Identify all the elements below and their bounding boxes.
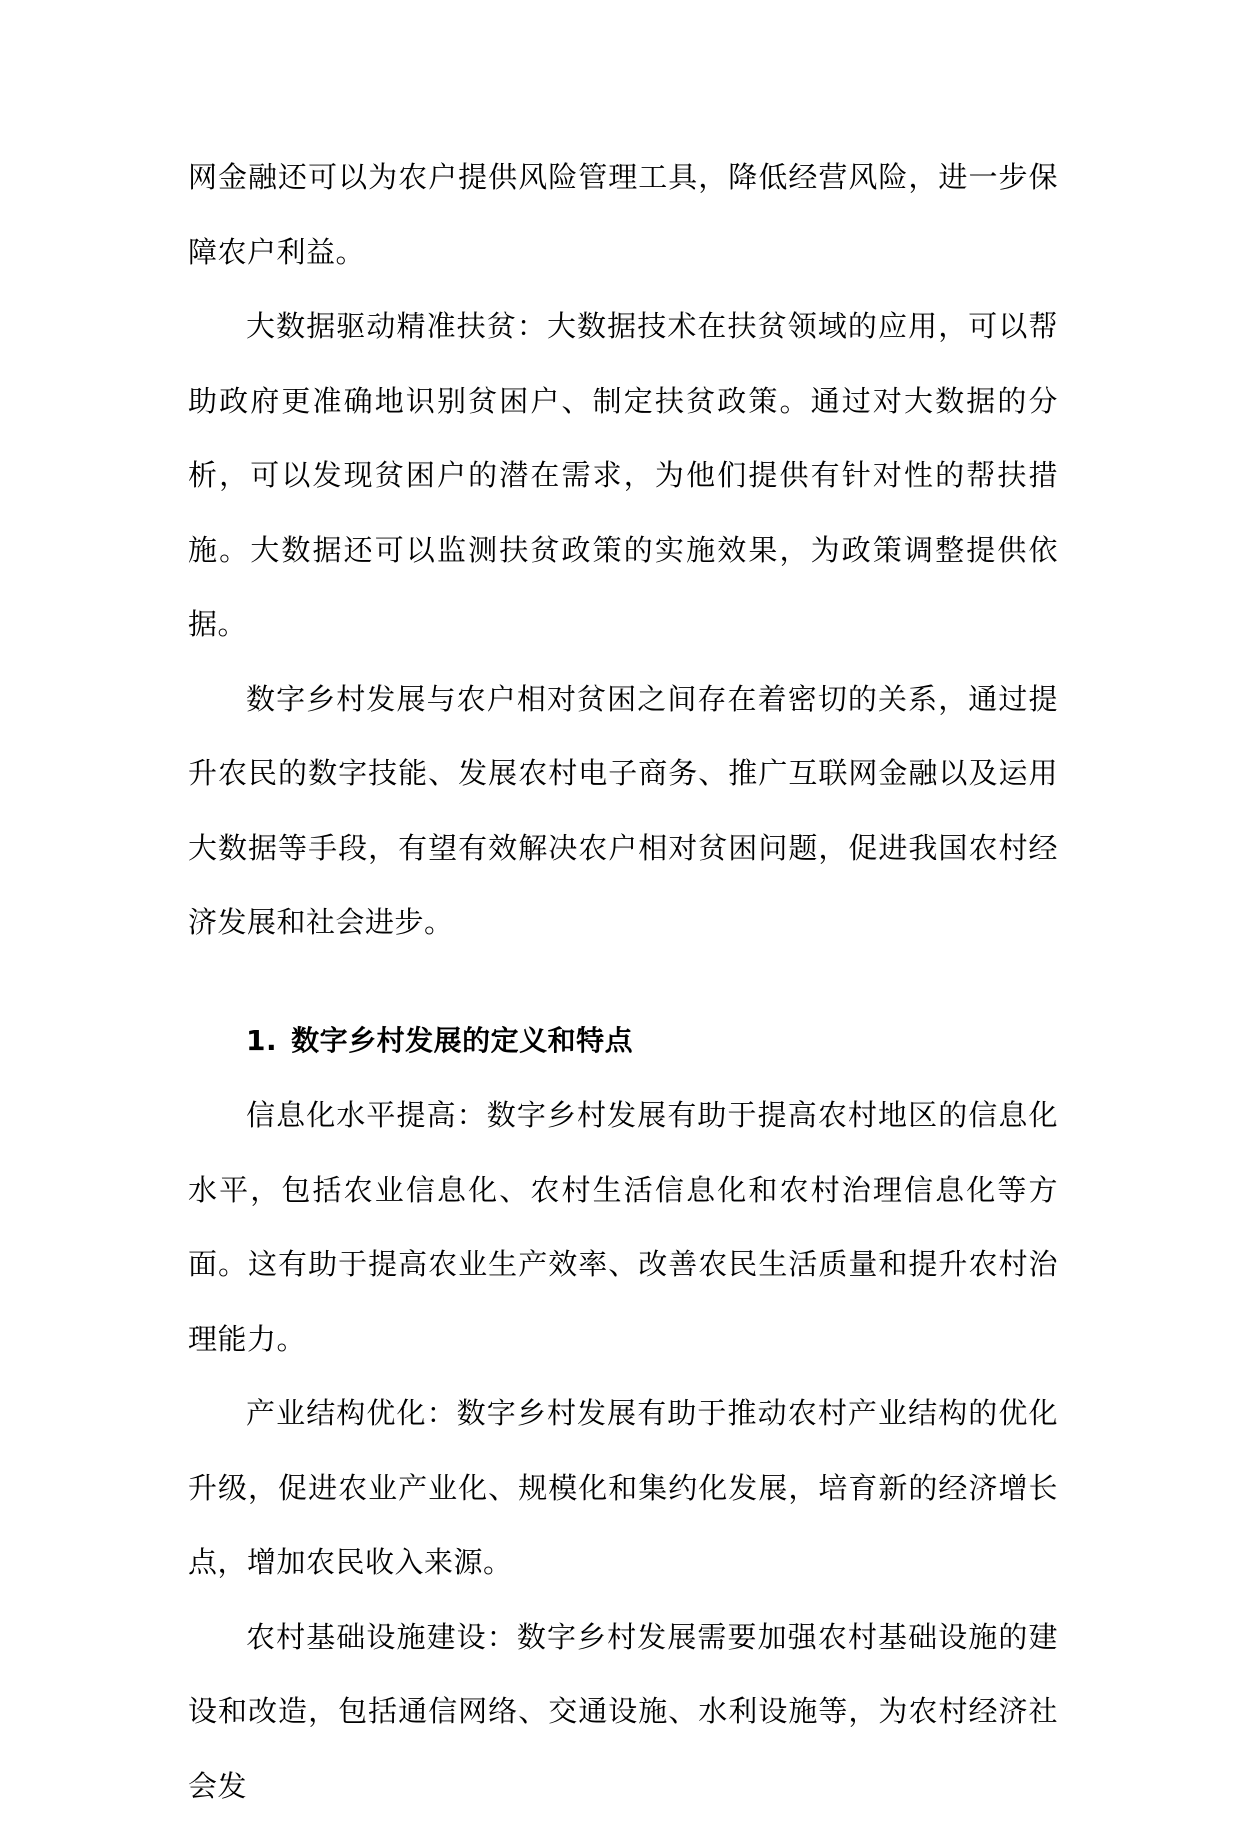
paragraph-continuation: 网金融还可以为农户提供风险管理工具，降低经营风险，进一步保障农户利益。 — [188, 140, 1058, 289]
paragraph-big-data-poverty: 大数据驱动精准扶贫：大数据技术在扶贫领域的应用，可以帮助政府更准确地识别贫困户、制定扶贫政策。通过对大数据的分析，可以发现贫困户的潜在需求，为他们提供有针对性的帮扶措施。大数据还可以监测扶贫政策的实施效果，为政策调整提供依据。 — [188, 289, 1058, 662]
paragraph-infrastructure: 农村基础设施建设：数字乡村发展需要加强农村基础设施的建设和改造，包括通信网络、交通设施、水利设施等，为农村经济社会发 — [188, 1600, 1058, 1823]
paragraph-informatization: 信息化水平提高：数字乡村发展有助于提高农村地区的信息化水平，包括农业信息化、农村生活信息化和农村治理信息化等方面。这有助于提高农业生产效率、改善农民生活质量和提升农村治理能力。 — [188, 1078, 1058, 1376]
paragraph-industry-structure: 产业结构优化：数字乡村发展有助于推动农村产业结构的优化升级，促进农业产业化、规模化和集约化发展，培育新的经济增长点，增加农民收入来源。 — [188, 1376, 1058, 1600]
section-heading — [188, 1004, 1058, 1079]
document-body — [188, 140, 1058, 1823]
section-title: 数字乡村发展的定义和特点 — [291, 1024, 633, 1057]
paragraph-summary: 数字乡村发展与农户相对贫困之间存在着密切的关系，通过提升农民的数字技能、发展农村电子商务、推广互联网金融以及运用大数据等手段，有望有效解决农户相对贫困问题，促进我国农村经济发展和社会进步。 — [188, 662, 1058, 960]
section-number: 1. — [246, 1004, 277, 1079]
